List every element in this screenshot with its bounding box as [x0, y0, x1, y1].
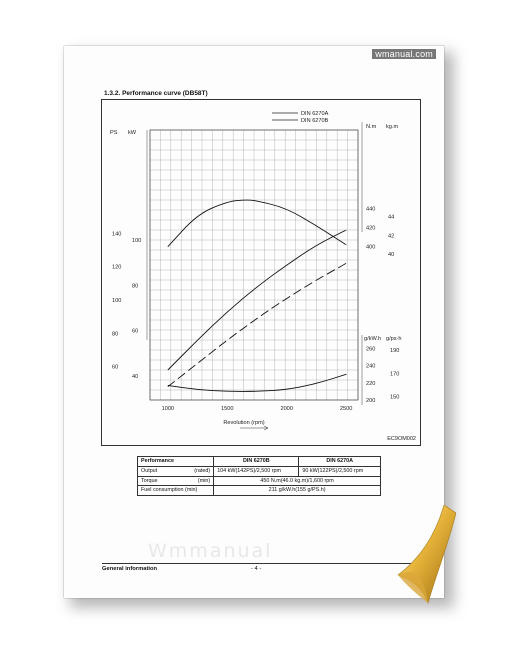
- ps-tick-label: 120: [112, 264, 122, 271]
- nm-tick-label: 440: [366, 206, 376, 213]
- footer-page-number: - 4 -: [251, 566, 262, 572]
- x-tick-label: 2000: [280, 406, 293, 412]
- figure-code: EC9OM002: [387, 436, 416, 442]
- kgm-tick-label: 44: [388, 214, 395, 221]
- series-line: [168, 374, 346, 391]
- kgm-tick-label: 40: [388, 252, 395, 259]
- row-label-text: Output: [141, 467, 158, 474]
- kw-unit-label: kW: [128, 130, 137, 136]
- header-performance: Performance: [138, 457, 214, 467]
- kw-tick-label: 60: [132, 328, 139, 335]
- x-tick-label: 1000: [161, 406, 175, 412]
- output-din-6270b: 104 kW(142PS)/2,500 rpm: [214, 466, 299, 476]
- g-psh-tick-label: 150: [390, 394, 400, 401]
- x-tick-label: 2500: [339, 406, 353, 412]
- kgm-unit-label: kg.m: [386, 124, 399, 130]
- row-label: Fuel consumption (min): [138, 486, 214, 496]
- table-row-output: [138, 466, 381, 476]
- performance-curve-figure: [101, 99, 421, 446]
- g-psh-unit-label: g/ps·h: [386, 336, 402, 342]
- g-kwh-tick-label: 200: [366, 398, 376, 404]
- footer-section-title: General information: [102, 566, 158, 572]
- kw-tick-label: 100: [132, 238, 142, 244]
- g-kwh-tick-label: 260: [366, 346, 376, 353]
- header-din-6270b: DIN 6270B: [214, 457, 299, 467]
- g-psh-tick-label: 170: [390, 371, 400, 378]
- watermark-bottom: Wmmanual: [148, 540, 273, 562]
- performance-table: [137, 456, 381, 496]
- ps-unit-label: PS: [110, 130, 118, 136]
- row-qualifier: (min): [197, 477, 211, 484]
- ps-tick-label: 60: [112, 364, 119, 371]
- x-tick-label: 1500: [221, 406, 234, 412]
- legend-label: DIN 6270A: [301, 111, 329, 117]
- fuel-consumption-value: 211 g/kW.h(155 g/PS.h): [214, 486, 381, 496]
- x-axis-arrow-icon: [240, 426, 268, 430]
- g-kwh-unit-label: g/kW.h: [364, 336, 382, 342]
- table-row-torque: [138, 476, 381, 486]
- kw-tick-label: 40: [132, 374, 139, 380]
- performance-chart: [102, 100, 420, 445]
- kgm-tick-label: 42: [388, 233, 395, 240]
- ps-tick-label: 80: [112, 331, 119, 338]
- kw-tick-label: 80: [132, 283, 139, 290]
- footer-divider: [102, 563, 420, 564]
- page-curl-icon: [378, 505, 456, 615]
- torque-value: 450 N.m(46.0 kg.m)/1,600 rpm: [214, 476, 381, 486]
- watermark-top: wmanual.com: [372, 49, 436, 59]
- output-din-6270a: 90 kW(122PS)/2,500 rpm: [299, 466, 381, 476]
- nm-tick-label: 420: [366, 225, 376, 232]
- table-row-fuel: [138, 486, 381, 496]
- row-label-text: Torque: [141, 477, 158, 484]
- ps-tick-label: 140: [112, 231, 122, 238]
- header-din-6270a: DIN 6270A: [299, 457, 381, 467]
- g-psh-tick-label: 190: [390, 347, 400, 354]
- ps-tick-label: 100: [112, 298, 122, 304]
- g-kwh-tick-label: 220: [366, 380, 376, 387]
- x-axis-label: Revolution (rpm): [223, 420, 265, 426]
- g-kwh-tick-label: 240: [366, 363, 376, 370]
- legend-label: DIN 6270B: [301, 118, 329, 124]
- nm-tick-label: 400: [366, 244, 376, 251]
- table-header-row: [138, 457, 381, 467]
- section-heading: 1.3.2. Performance curve (DB58T): [104, 90, 208, 97]
- row-label: [138, 466, 214, 476]
- series-line: [168, 263, 346, 386]
- row-label: [138, 476, 214, 486]
- series-line: [168, 200, 346, 247]
- row-qualifier: (rated): [194, 467, 211, 474]
- nm-unit-label: N.m: [366, 124, 377, 130]
